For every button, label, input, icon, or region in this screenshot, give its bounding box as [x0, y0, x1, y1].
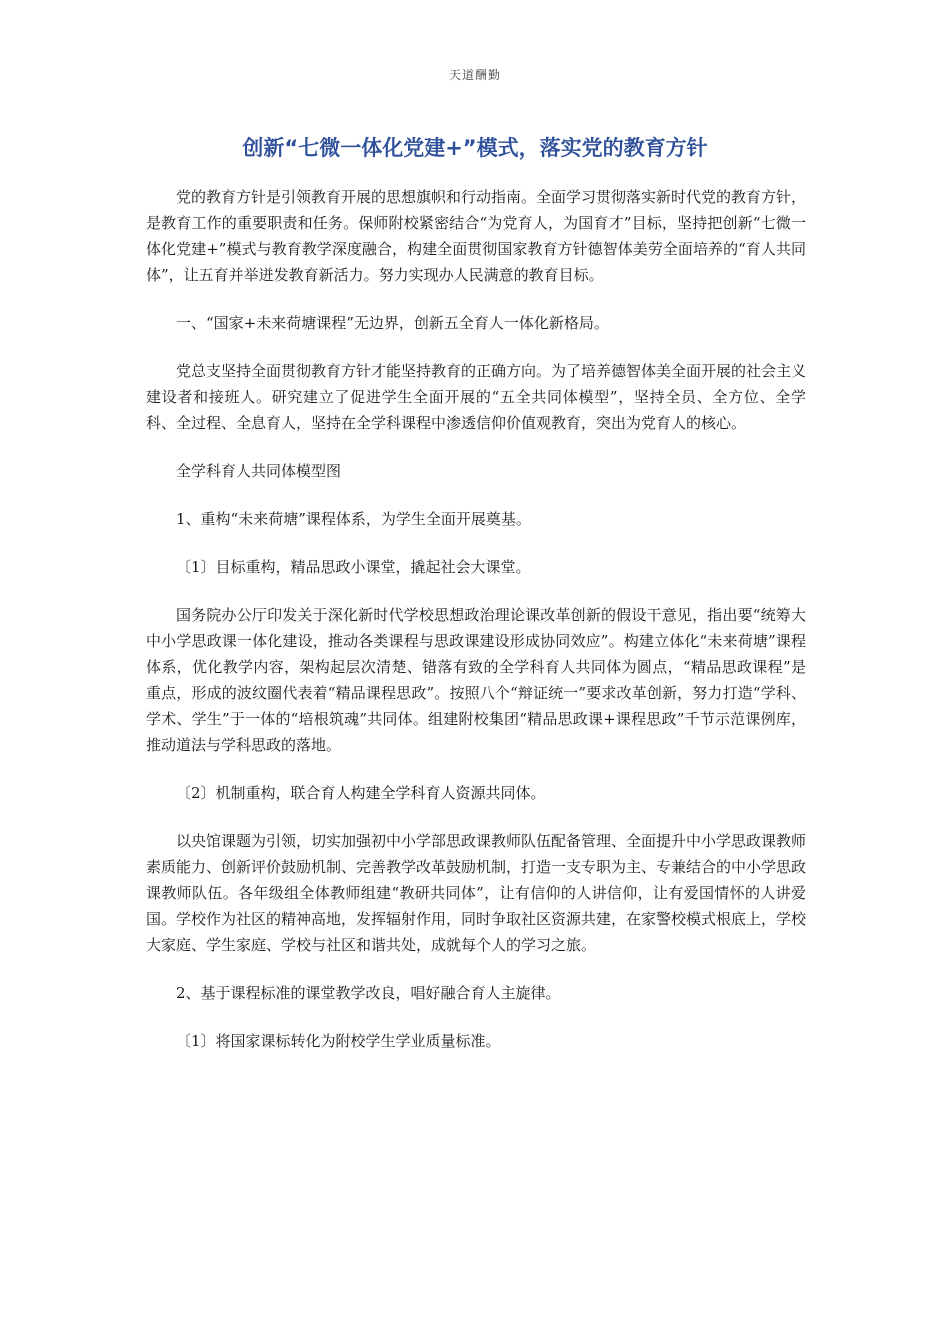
item-heading: 〔1〕将国家课标转化为附校学生学业质量标准。 [176, 1032, 501, 1050]
paragraph: 国务院办公厅印发关于深化新时代学校思想政治理论课改革创新的假设干意见，指出要“统筹大中小学思政课一体化建设，推动各类课程与思政课建设形成协同效应”。构建立体化“未来荷塘”课程体系，优化教学内容，架构起层次清楚、错落有致的全学科育人共同体为圆点，“精品思政课程”是重点，形成的波纹圈代表着“精品课程思政”。按照八个“辩证统一”要求改革创新，努力打造“学科、学术、学生”于一体的“培根筑魂”共同体。组建附校集团“精品思政课+课程思政”千节示范课例库，推动道法与学科思政的落地。 [146, 606, 806, 754]
subsection-heading: 1、重构“未来荷塘”课程体系，为学生全面开展奠基。 [176, 510, 531, 528]
page-header: 天道酬勤 [448, 68, 501, 82]
document-title: 创新“七微一体化党建+”模式，落实党的教育方针 [242, 136, 708, 160]
paragraph-intro: 党的教育方针是引领教育开展的思想旗帜和行动指南。全面学习贯彻落实新时代党的教育方针，是教育工作的重要职责和任务。保师附校紧密结合“为党育人，为国育才”目标，坚持把创新“七微一体化党建+”模式与教育教学深度融合，构建全面贯彻国家教育方针德智体美劳全面培养的“育人共同体”，让五育并举迸发教育新活力。努力实现办人民满意的教育目标。 [146, 188, 807, 284]
paragraph: 以央馆课题为引领，切实加强初中小学部思政课教师队伍配备管理、全面提升中小学思政课教师素质能力、创新评价鼓励机制、完善教学改革鼓励机制，打造一支专职为主、专兼结合的中小学思政课教师队伍。各年级组全体教师组建“教研共同体”，让有信仰的人讲信仰，让有爱国情怀的人讲爱国。学校作为社区的精神高地，发挥辐射作用，同时争取社区资源共建，在家警校模式根底上，学校大家庭、学生家庭、学校与社区和谐共处，成就每个人的学习之旅。 [146, 832, 807, 954]
subsection-heading: 2、基于课程标准的课堂教学改良，唱好融合育人主旋律。 [176, 984, 561, 1002]
item-heading: 〔1〕目标重构，精品思政小课堂，撬起社会大课堂。 [176, 558, 531, 576]
item-heading: 〔2〕机制重构，联合育人构建全学科育人资源共同体。 [176, 784, 546, 802]
section-heading-1: 一、“国家+未来荷塘课程”无边界，创新五全育人一体化新格局。 [176, 314, 609, 332]
document-body [146, 184, 806, 1076]
paragraph: 党总支坚持全面贯彻教育方针才能坚持教育的正确方向。为了培养德智体美全面开展的社会主义建设者和接班人。研究建立了促进学生全面开展的“五全共同体模型”，坚持全员、全方位、全学科、全过程、全息育人，坚持在全学科课程中渗透信仰价值观教育，突出为党育人的核心。 [146, 362, 807, 432]
figure-caption: 全学科育人共同体模型图 [176, 462, 342, 480]
